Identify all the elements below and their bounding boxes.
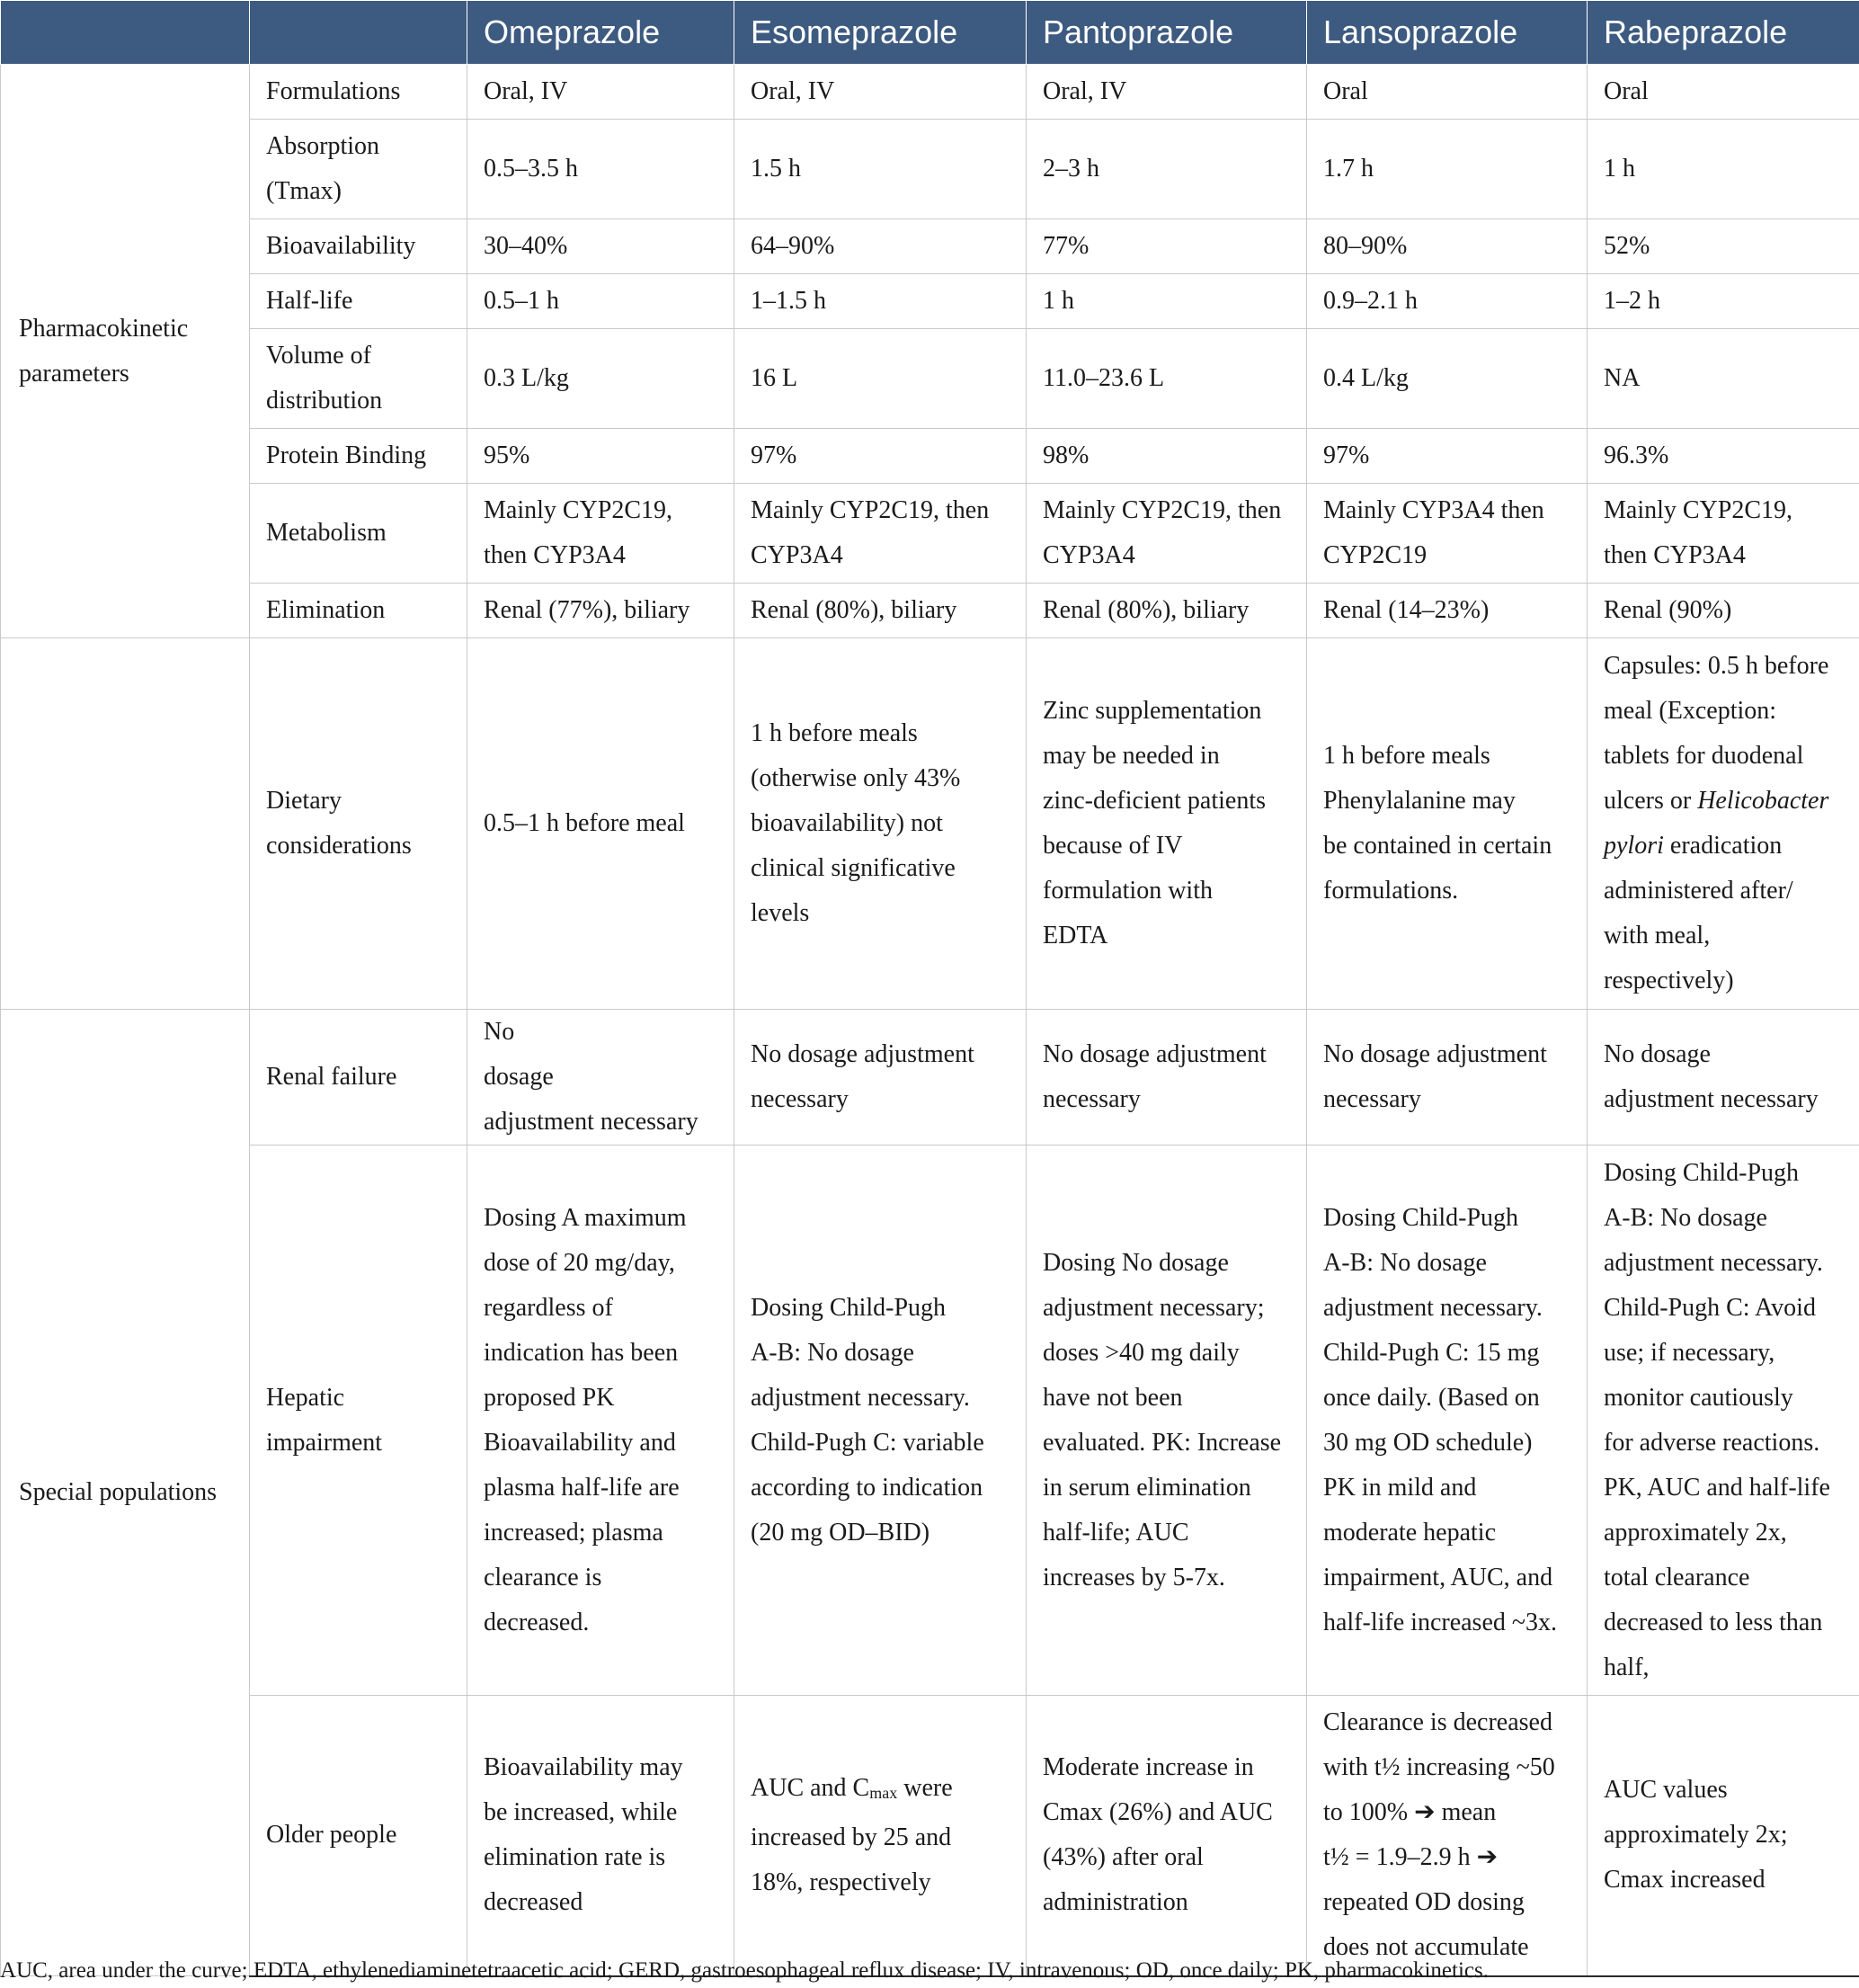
table-row [1, 274, 1859, 329]
cell-text: Capsules: 0.5 h before meal (Exception: tablets for duodenal ulcers or [1604, 652, 1829, 815]
cell-text: eradication administered after/ with meal, respectively) [1604, 832, 1793, 994]
cell: Renal (80%), biliary [734, 584, 1027, 638]
cell: 0.9–2.1 h [1307, 274, 1588, 329]
cell: 11.0–23.6 L [1027, 329, 1307, 429]
cell: 1.5 h [734, 120, 1027, 219]
cell-text: were increased by 25 and 18%, respectively [751, 1773, 953, 1896]
cell: 0.5–1 h before meal [467, 638, 734, 1010]
cell: No dosage adjustment necessary [734, 1010, 1027, 1146]
cell: Dosing Child-Pugh A-B: No dosage adjustment necessary. Child-Pugh C: Avoid use; if necessary, monitor cautiously for adverse reactions. PK, AUC and half-life approximately 2x, total clearance decreased to less than half, [1588, 1146, 1859, 1696]
header-lansoprazole: Lansoprazole [1307, 1, 1588, 65]
cell: Oral [1588, 65, 1859, 120]
header-blank-2 [250, 1, 467, 65]
cell: Mainly CYP2C19, then CYP3A4 [467, 484, 734, 584]
cell: 1 h [1027, 274, 1307, 329]
param-label: Renal failure [250, 1010, 467, 1146]
param-label: Volume of distribution [250, 329, 467, 429]
cell: Dosing A maximum dose of 20 mg/day, regardless of indication has been proposed PK Bioavailability and plasma half-life are increased; plasma clearance is decreased. [467, 1146, 734, 1696]
cell: 1.7 h [1307, 120, 1588, 219]
cell: 30–40% [467, 219, 734, 274]
header-esomeprazole: Esomeprazole [734, 1, 1027, 65]
cell: Mainly CYP2C19, then CYP3A4 [1027, 484, 1307, 584]
cell: Oral, IV [1027, 65, 1307, 120]
param-label: Dietary considerations [250, 638, 467, 1010]
cell: 95% [467, 429, 734, 484]
cell: 0.5–3.5 h [467, 120, 734, 219]
cell: No dosage adjustment necessary [1027, 1010, 1307, 1146]
table-row [1, 484, 1859, 584]
cell: 1 h before meals Phenylalanine may be contained in certain formulations. [1307, 638, 1588, 1010]
cell: 0.4 L/kg [1307, 329, 1588, 429]
header-row [1, 1, 1859, 65]
cell: Renal (90%) [1588, 584, 1859, 638]
cell [1588, 638, 1859, 1010]
cell: Dosing No dosage adjustment necessary; doses >40 mg daily have not been evaluated. PK: Increase in serum elimination half-life; AUC increases by 5-7x. [1027, 1146, 1307, 1696]
param-label: Hepatic impairment [250, 1146, 467, 1696]
cell: Oral, IV [467, 65, 734, 120]
param-label: Older people [250, 1696, 467, 1976]
cell: Moderate increase in Cmax (26%) and AUC (43%) after oral administration [1027, 1696, 1307, 1976]
cell: 52% [1588, 219, 1859, 274]
table-row [1, 120, 1859, 219]
cell: Renal (80%), biliary [1027, 584, 1307, 638]
table-row [1, 638, 1859, 1010]
cell: Mainly CYP3A4 then CYP2C19 [1307, 484, 1588, 584]
param-label: Protein Binding [250, 429, 467, 484]
cell: No dosage adjustment necessary [467, 1010, 734, 1146]
table-row [1, 1146, 1859, 1696]
cell: 97% [1307, 429, 1588, 484]
cell: Renal (14–23%) [1307, 584, 1588, 638]
cell-text: AUC and C [751, 1773, 870, 1802]
cell: AUC values approximately 2x; Cmax increased [1588, 1696, 1859, 1976]
cell: Dosing Child-Pugh A-B: No dosage adjustment necessary. Child-Pugh C: 15 mg once daily. (Based on 30 mg OD schedule) PK in mild and moderate hepatic impairment, AUC, and half-life increased ~3x. [1307, 1146, 1588, 1696]
cell: 96.3% [1588, 429, 1859, 484]
cell: 97% [734, 429, 1027, 484]
cell: 0.5–1 h [467, 274, 734, 329]
cell: 2–3 h [1027, 120, 1307, 219]
table-footnote: AUC, area under the curve; EDTA, ethylenediaminetetraacetic acid; GERD, gastroesophageal reflux disease; IV, intravenous; OD, once daily; PK, pharmacokinetics. [0, 1958, 1489, 1983]
header-pantoprazole: Pantoprazole [1027, 1, 1307, 65]
cell-italic-text: Helicobacter pylori [1604, 787, 1829, 860]
table-row [1, 1010, 1859, 1146]
header-blank-1 [1, 1, 250, 65]
group-special-populations: Special populations [1, 1010, 250, 1976]
cell [734, 1696, 1027, 1976]
cell: 80–90% [1307, 219, 1588, 274]
param-label: Metabolism [250, 484, 467, 584]
cell: 77% [1027, 219, 1307, 274]
cell: Oral [1307, 65, 1588, 120]
cell: Renal (77%), biliary [467, 584, 734, 638]
cell: 64–90% [734, 219, 1027, 274]
cell: Oral, IV [734, 65, 1027, 120]
cell: NA [1588, 329, 1859, 429]
param-label: Bioavailability [250, 219, 467, 274]
cell: 0.3 L/kg [467, 329, 734, 429]
header-omeprazole: Omeprazole [467, 1, 734, 65]
cell: No dosage adjustment necessary [1307, 1010, 1588, 1146]
table-row [1, 65, 1859, 120]
cell: Mainly CYP2C19, then CYP3A4 [734, 484, 1027, 584]
header-rabeprazole: Rabeprazole [1588, 1, 1859, 65]
group-pharmacokinetic: Pharmacokinetic parameters [1, 65, 250, 638]
table-row [1, 329, 1859, 429]
table-row [1, 429, 1859, 484]
param-label: Half-life [250, 274, 467, 329]
cell: Mainly CYP2C19, then CYP3A4 [1588, 484, 1859, 584]
table-row [1, 219, 1859, 274]
cell: 98% [1027, 429, 1307, 484]
param-label: Elimination [250, 584, 467, 638]
param-label: Formulations [250, 65, 467, 120]
cell: Clearance is decreased with t½ increasing ~50 to 100% ➔ mean t½ = 1.9–2.9 h ➔ repeated OD dosing does not accumulate [1307, 1696, 1588, 1976]
cell: 1–2 h [1588, 274, 1859, 329]
cell: 1 h before meals (otherwise only 43% bioavailability) not clinical significative levels [734, 638, 1027, 1010]
cell: 16 L [734, 329, 1027, 429]
param-label: Absorption (Tmax) [250, 120, 467, 219]
table-row [1, 584, 1859, 638]
table-row [1, 1696, 1859, 1976]
cell: Dosing Child-Pugh A-B: No dosage adjustment necessary. Child-Pugh C: variable according to indication (20 mg OD–BID) [734, 1146, 1027, 1696]
cell: 1 h [1588, 120, 1859, 219]
cell: 1–1.5 h [734, 274, 1027, 329]
subscript-text: max [869, 1783, 898, 1802]
cell: No dosage adjustment necessary [1588, 1010, 1859, 1146]
cell: Zinc supplementation may be needed in zinc-deficient patients because of IV formulation with EDTA [1027, 638, 1307, 1010]
cell: Bioavailability may be increased, while elimination rate is decreased [467, 1696, 734, 1976]
group-dietary [1, 638, 250, 1010]
